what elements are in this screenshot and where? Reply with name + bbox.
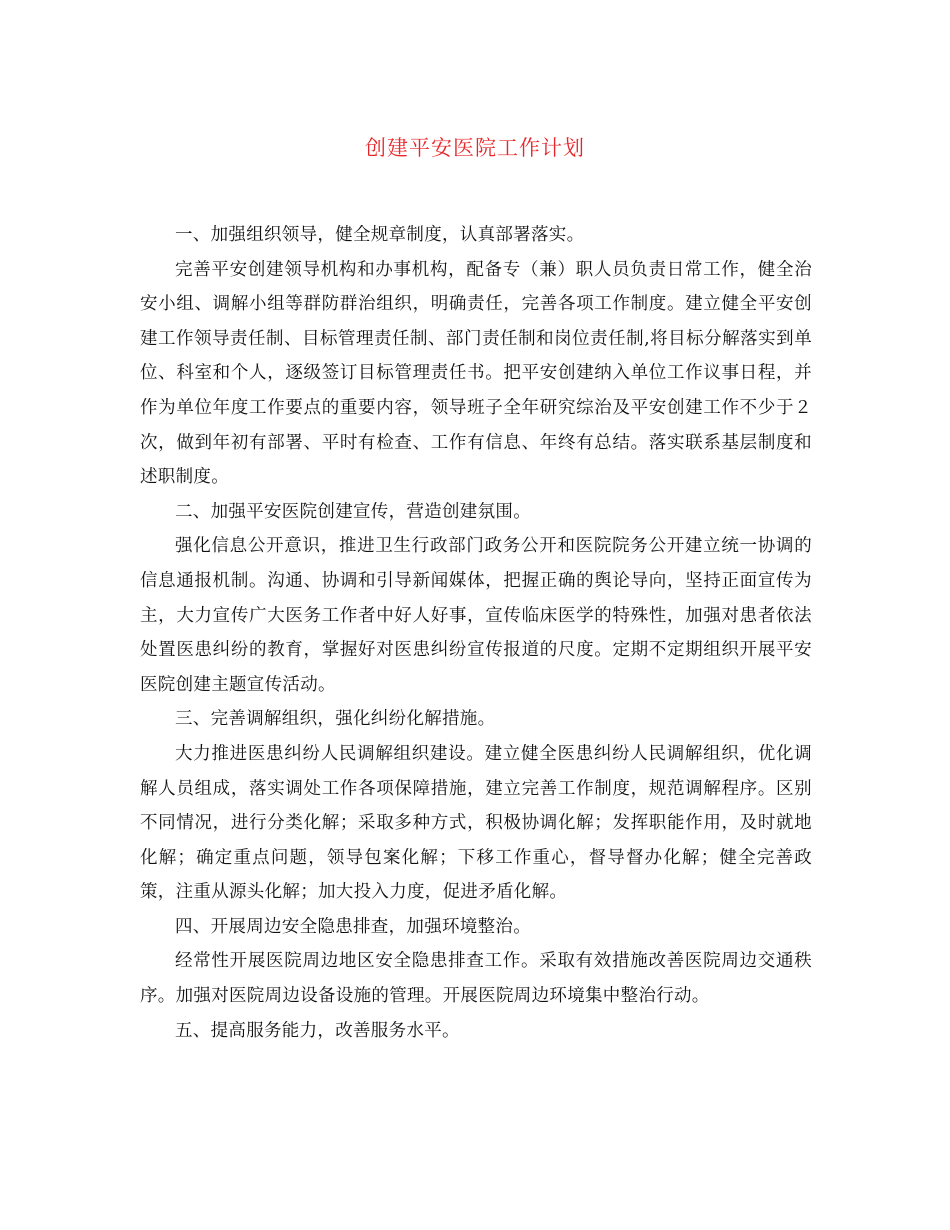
body-paragraph-4: 经常性开展医院周边地区安全隐患排查工作。采取有效措施改善医院周边交通秩序。加强对医院周边设备设施的管理。开展医院周边环境集中整治行动。 [140, 951, 812, 1007]
body-paragraph-3: 大力推进医患纠纷人民调解组织建设。建立健全医患纠纷人民调解组织，优化调解人员组成，落实调处工作各项保障措施，建立完善工作制度，规范调解程序。区别不同情况，进行分类化解；采取多种方式，积极协调化解；发挥职能作用，及时就地化解；确定重点问题，领导包案化解；下移工作重心，督导督办化解；健全完善政策，注重从源头化解；加大投入力度，促进矛盾化解。 [140, 743, 812, 903]
section-heading-4: 四、开展周边安全隐患排查，加强环境整治。 [175, 916, 531, 937]
section-heading-3: 三、完善调解组织，强化纠纷化解措施。 [175, 709, 496, 730]
document-body [140, 218, 812, 1048]
body-paragraph-2: 强化信息公开意识，推进卫生行政部门政务公开和医院院务公开建立统一协调的信息通报机制。沟通、协调和引导新闻媒体，把握正确的舆论导向，坚持正面宣传为主，大力宣传广大医务工作者中好人好事，宣传临床医学的特殊性，加强对患者依法处置医患纠纷的教育，掌握好对医患纠纷宣传报道的尺度。定期不定期组织开展平安医院创建主题宣传活动。 [140, 536, 812, 695]
section-heading-2: 二、加强平安医院创建宣传，营造创建氛围。 [175, 501, 531, 522]
section-heading-5: 五、提高服务能力，改善服务水平。 [175, 1020, 460, 1041]
document-title: 创建平安医院工作计划 [365, 136, 585, 160]
body-paragraph-1: 完善平安创建领导机构和办事机构，配备专（兼）职人员负责日常工作，健全治安小组、调解小组等群防群治组织，明确责任，完善各项工作制度。建立健全平安创建工作领导责任制、目标管理责任制、部门责任制和岗位责任制,将目标分解落实到单位、科室和个人，逐级签订目标管理责任书。把平安创建纳入单位工作议事日程，并作为单位年度工作要点的重要内容，领导班子全年研究综治及平安创建工作不少于２次，做到年初有部署、平时有检查、工作有信息、年终有总结。落实联系基层制度和述职制度。 [140, 259, 812, 488]
section-heading-1: 一、加强组织领导，健全规章制度，认真部署落实。 [175, 225, 585, 245]
